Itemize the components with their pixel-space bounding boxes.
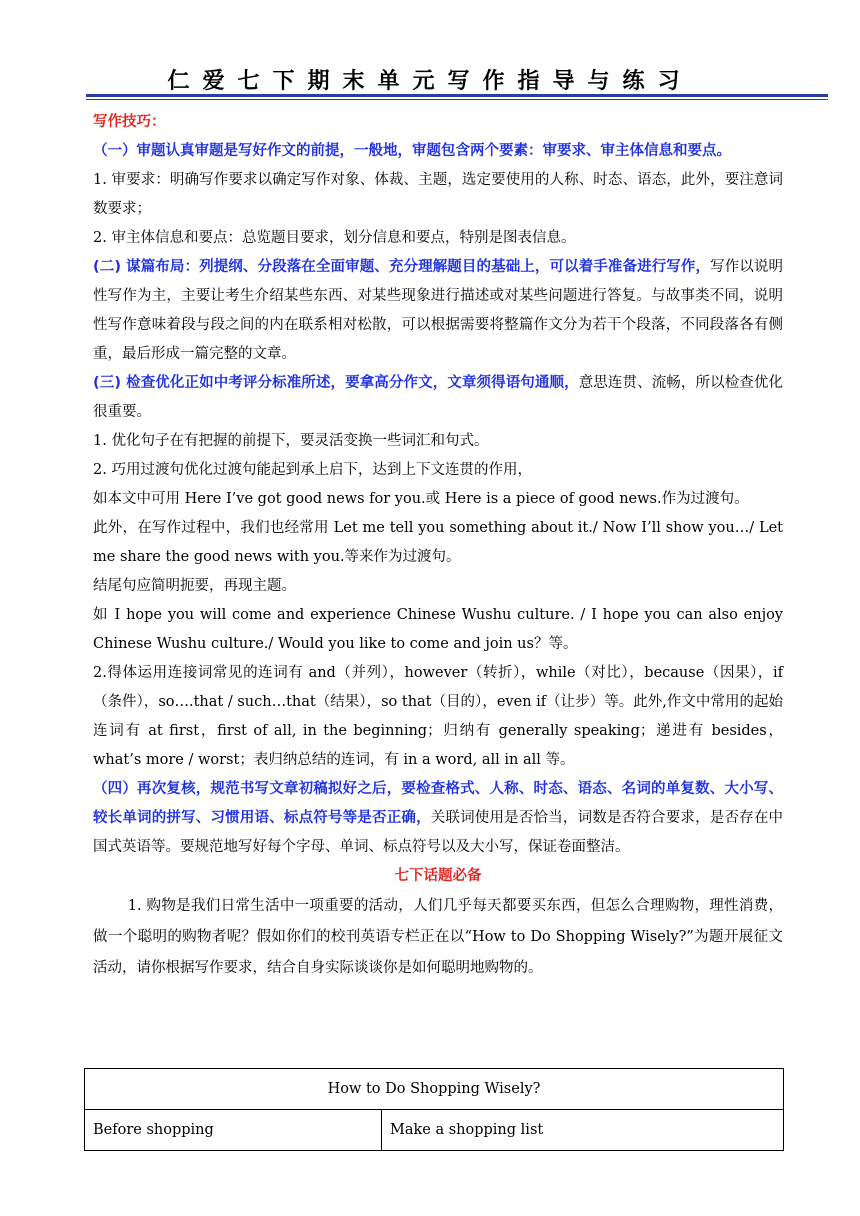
- section-3-paragraph: [93, 369, 783, 427]
- table-row: [85, 1110, 784, 1151]
- page-title: 仁爱七下期末单元写作指导与练习: [167, 69, 693, 94]
- section-4-paragraph: [93, 775, 783, 862]
- section-3-body: 意思连贯、流畅，所以检查优化很重要。: [93, 375, 783, 420]
- topic-question-1: 1. 购物是我们日常生活中一项重要的活动，人们几乎每天都要买东西，但怎么合理购物，理性消费，做一个聪明的购物者呢？假如你们的校刊英语专栏正在以“How to Do Shopping Wisely?”为题开展征文活动，请你根据写作要求，结合自身实际谈谈你是如何聪明地购物的。: [93, 898, 783, 976]
- main-content: [93, 108, 783, 984]
- section-3-item-2-example-c: 结尾句应简明扼要，再现主题。: [93, 578, 296, 594]
- section-1-item-1: 1. 审要求：明确写作要求以确定写作对象、体裁、主题，选定要使用的人称、时态、语态，此外，要注意词数要求；: [93, 172, 783, 217]
- section-3-item-2-example-d: 如 I hope you will come and experience Chinese Wushu culture. / I hope you can also enjoy Chinese Wushu culture./ Would you like to come and join us？等。: [93, 607, 783, 652]
- section-1-heading: （一）审题认真审题是写好作文的前提，一般地，审题包含两个要素：审要求、审主体信息和要点。: [93, 143, 731, 159]
- section-2-paragraph: [93, 253, 783, 369]
- section-3-item-3: 2.得体运用连接词常见的连词有 and（并列），however（转折），while（对比），because（因果），if（条件），so….that / such…that（结果），so that（目的），even if（让步）等。此外,作文中常用的起始连词有 at first，first of all, in the beginning；归纳有 generally speaking；递进有 besides，what’s more / worst；表归纳总结的连词，有 in a word, all in all 等。: [93, 665, 783, 768]
- topics-heading: 七下话题必备: [394, 868, 482, 884]
- table-title-cell: How to Do Shopping Wisely?: [85, 1069, 784, 1110]
- table-title-row: [85, 1069, 784, 1110]
- section-4-heading: （四）再次复核，规范书写文章初稿拟好之后，要检查格式、人称、时态、语态、名词的单复数、大小写、较长单词的拼写、习惯用语、标点符号等是否正确，: [93, 781, 783, 826]
- section-1-item-2: 2. 审主体信息和要点：总览题目要求，划分信息和要点，特别是图表信息。: [93, 230, 576, 246]
- header-rule-thin: [86, 99, 828, 100]
- section-3-item-2-example-b: 此外，在写作过程中，我们也经常用 Let me tell you something about it./ Now I’ll show you…/ Let me share the good news with you.等来作为过渡句。: [93, 520, 783, 565]
- table-cell-left: Before shopping: [85, 1110, 382, 1151]
- section-3-item-1: 1. 优化句子在有把握的前提下，要灵活变换一些词汇和句式。: [93, 433, 489, 449]
- outline-table: [84, 1068, 784, 1151]
- section-2-heading: (二) 谋篇布局：列提纲、分段落在全面审题、充分理解题目的基础上，可以着手准备进行写作，: [93, 259, 711, 275]
- header-rule-thick: [86, 94, 828, 97]
- section-3-heading: (三) 检查优化正如中考评分标准所述，要拿高分作文，文章须得语句通顺，: [93, 375, 579, 391]
- section-3-item-2: 2. 巧用过渡句优化过渡句能起到承上启下，达到上下文连贯的作用，: [93, 462, 532, 478]
- tips-heading: 写作技巧：: [93, 114, 166, 130]
- section-4-body: 关联词使用是否恰当，词数是否符合要求，是否存在中国式英语等。要规范地写好每个字母、单词、标点符号以及大小写，保证卷面整洁。: [93, 810, 783, 855]
- section-2-body: 写作以说明性写作为主，主要让考生介绍某些东西、对某些现象进行描述或对某些问题进行答复。与故事类不同，说明性写作意味着段与段之间的内在联系相对松散，可以根据需要将整篇作文分为若干个段落，不同段落各有侧重，最后形成一篇完整的文章。: [93, 259, 783, 362]
- section-3-item-2-example-a: 如本文中可用 Here I’ve got good news for you.或 Here is a piece of good news.作为过渡句。: [93, 491, 749, 507]
- table-cell-right: Make a shopping list: [382, 1110, 784, 1151]
